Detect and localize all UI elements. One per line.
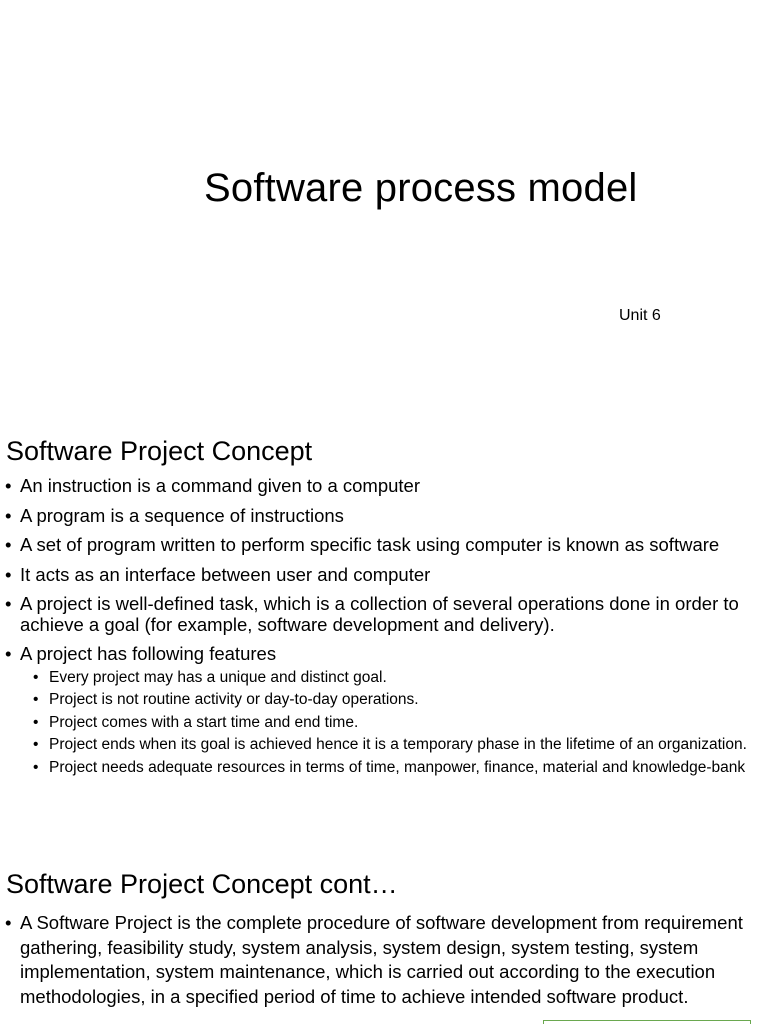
bullet-item: • An instruction is a command given to a computer xyxy=(0,476,764,497)
bullet-list xyxy=(0,476,764,785)
bullet-item: • A set of program written to perform specific task using computer is known as software xyxy=(0,535,764,556)
title-slide xyxy=(0,0,768,420)
bullet-item: • A project is well-defined task, which is a collection of several operations done in order to achieve a goal (for example, software development and delivery). xyxy=(0,594,764,635)
bullet-item-features xyxy=(0,644,764,776)
sub-bullet-item: • Project needs adequate resources in terms of time, manpower, finance, material and knowledge-bank xyxy=(20,759,764,777)
slide-software-project-concept xyxy=(0,420,768,860)
bullet-item-text: A project has following features xyxy=(20,643,277,664)
sub-bullet-item: • Project is not routine activity or day-to-day operations. xyxy=(20,691,764,709)
bullet-item: • A Software Project is the complete procedure of software development from requirement gathering, feasibility study, system analysis, system design, system testing, system implementation, system maintenance, which is carried out according to the execution methodologies, in a specified period of time to achieve intended software product. xyxy=(0,911,764,1009)
slide-title: Software Project Concept xyxy=(6,436,313,466)
sub-bullet-item: • Project ends when its goal is achieved hence it is a temporary phase in the lifetime of an organization. xyxy=(20,736,764,754)
bullet-item: • It acts as an interface between user and computer xyxy=(0,565,764,586)
presentation-title: Software process model xyxy=(204,166,638,210)
slide-title: Software Project Concept cont… xyxy=(6,869,398,899)
presentation-subtitle: Unit 6 xyxy=(619,307,661,324)
slide-software-project-concept-cont xyxy=(0,860,768,1024)
sub-bullet-item: • Project comes with a start time and end time. xyxy=(20,714,764,732)
sub-bullet-item: • Every project may has a unique and distinct goal. xyxy=(20,669,764,687)
decorative-box xyxy=(543,1020,751,1024)
bullet-item: • A program is a sequence of instructions xyxy=(0,506,764,527)
sub-bullet-list xyxy=(20,669,764,777)
bullet-list xyxy=(0,911,764,1018)
